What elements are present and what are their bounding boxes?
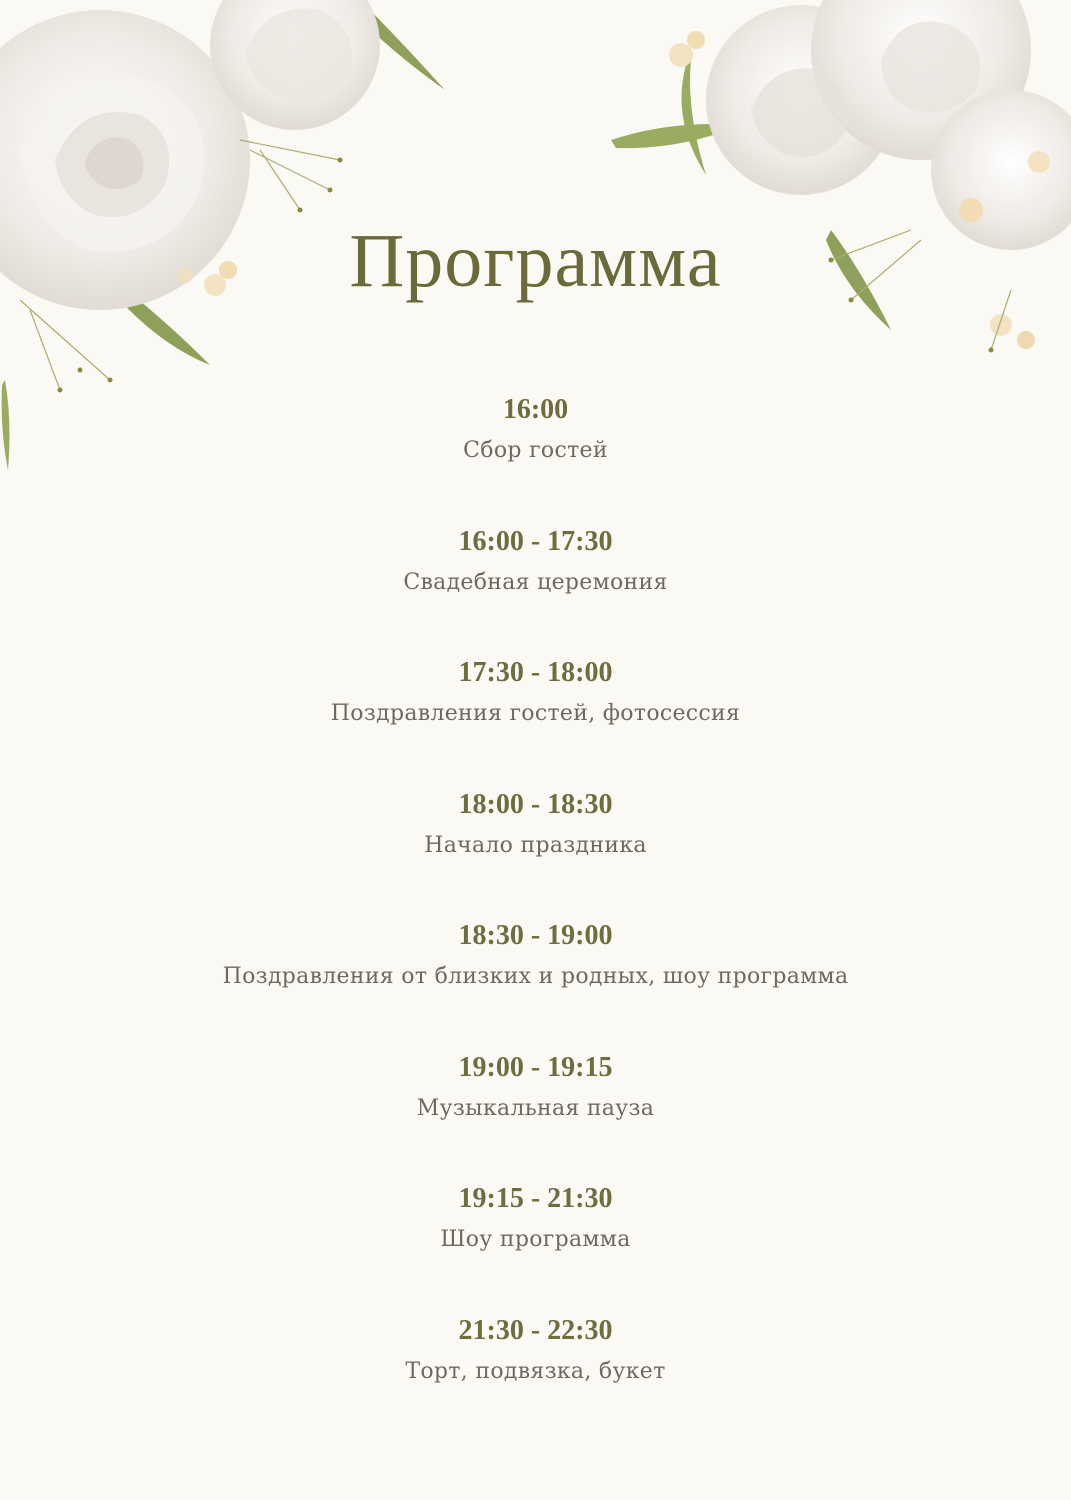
event-description: Поздравления гостей, фотосессия xyxy=(330,701,741,726)
event-time: 21:30 - 22:30 xyxy=(458,1314,613,1346)
page-title: Программа xyxy=(349,219,722,303)
schedule-item xyxy=(0,1313,1071,1445)
event-time: 18:30 - 19:00 xyxy=(458,920,613,951)
schedule-item xyxy=(0,524,1071,656)
schedule-item xyxy=(0,655,1071,787)
event-description: Музыкальная пауза xyxy=(416,1095,655,1121)
event-time: 17:30 - 18:00 xyxy=(458,657,613,688)
event-time: 19:00 - 19:15 xyxy=(458,1051,613,1083)
event-time: 16:00 xyxy=(502,394,569,425)
schedule-item xyxy=(0,918,1071,1050)
schedule-item xyxy=(0,787,1071,919)
schedule-list xyxy=(0,392,1071,1444)
schedule-item xyxy=(0,1181,1071,1313)
event-description: Шоу программа xyxy=(440,1227,631,1252)
schedule-item xyxy=(0,1050,1071,1182)
event-time: 16:00 - 17:30 xyxy=(458,525,613,557)
white-roses-icon xyxy=(591,0,1071,380)
schedule-item xyxy=(0,392,1071,524)
event-description: Сбор гостей xyxy=(463,438,608,463)
event-description: Поздравления от близких и родных, шоу программа xyxy=(222,964,849,989)
event-description: Свадебная церемония xyxy=(403,569,668,595)
event-description: Торт, подвязка, букет xyxy=(405,1358,666,1384)
event-time: 18:00 - 18:30 xyxy=(458,788,613,820)
event-description: Начало праздника xyxy=(424,832,647,858)
event-time: 19:15 - 21:30 xyxy=(458,1183,613,1214)
